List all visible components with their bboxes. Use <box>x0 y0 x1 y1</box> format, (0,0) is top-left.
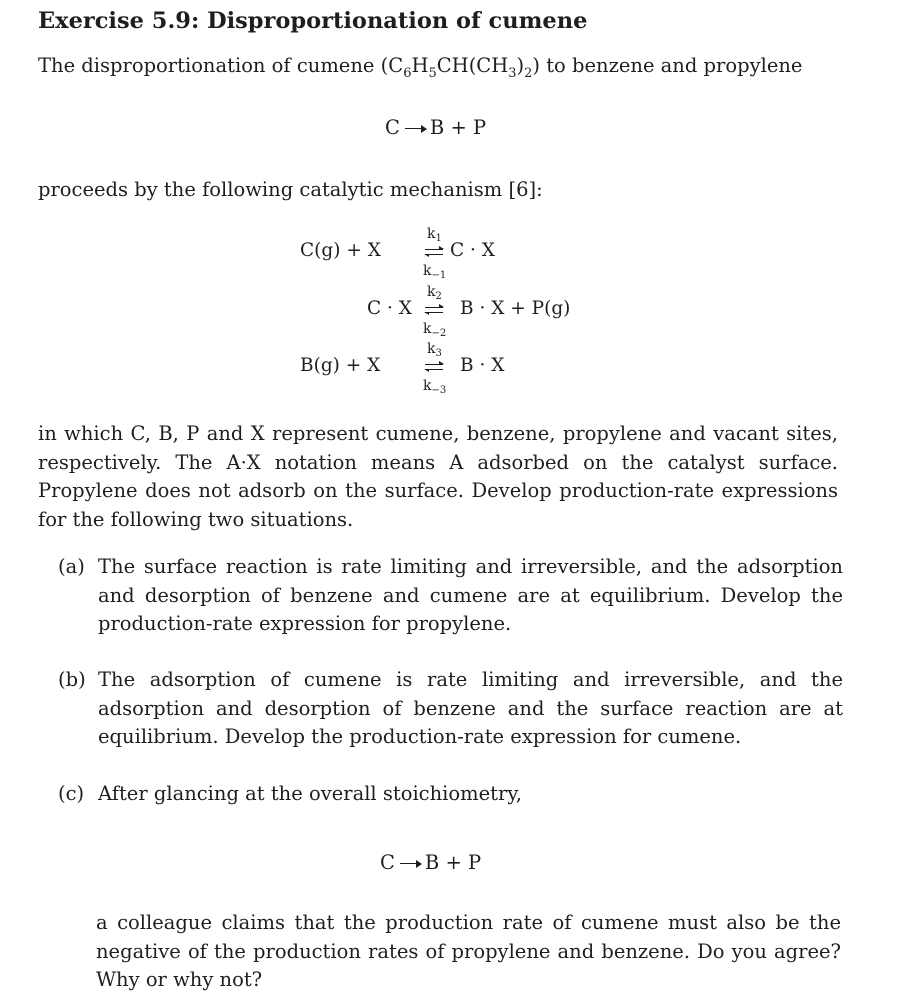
mech-step-3-kf: $k_3$ <box>427 341 442 359</box>
reaction-lhs: C <box>385 116 400 139</box>
intro-text: H <box>411 54 429 77</box>
reaction-arrow-icon <box>405 128 425 130</box>
intro-text: ) <box>516 54 525 77</box>
exercise-title: Exercise 5.9: Disproportionation of cumene <box>38 8 588 34</box>
mech-step-2-kr: $k_{-2}$ <box>423 321 447 339</box>
item-text: The surface reaction is rate limiting and irreversible, and the adsorption and desorption of benzene and cumene are at equilibrium. Develop the production-rate expression for propylene. <box>98 555 843 636</box>
reaction-arrow-icon <box>400 863 420 865</box>
item-label: (c) <box>58 782 85 805</box>
overall-reaction <box>385 116 486 139</box>
mech-step-1-kr: $k_{-1}$ <box>423 263 447 281</box>
intro-paragraph <box>38 52 802 84</box>
mech-step-3-kr: $k_{-3}$ <box>423 378 447 396</box>
mech-step-3-rhs: B · X <box>460 355 505 376</box>
list-item <box>58 553 843 639</box>
equilibrium-arrow-icon <box>425 362 443 372</box>
overall-reaction-repeat <box>380 851 481 874</box>
mech-step-2-kf: $k_2$ <box>427 284 442 302</box>
intro-text-post: ) to benzene and propylene <box>532 54 803 77</box>
reaction-lhs: C <box>380 851 395 874</box>
equilibrium-arrow-icon <box>425 247 443 257</box>
intro-text-pre: The disproportionation of cumene (C <box>38 54 404 77</box>
mech-step-2-lhs: C · X <box>367 298 412 319</box>
mech-step-1-kf: $k_1$ <box>427 226 442 244</box>
reaction-rhs: B + P <box>424 851 482 874</box>
mech-step-1-lhs: C(g) + X <box>300 240 381 261</box>
subscript: 6 <box>403 66 412 81</box>
mechanism-intro: proceeds by the following catalytic mechanism [6]: <box>38 178 543 201</box>
item-text: The adsorption of cumene is rate limiting and irreversible, and the adsorption and desorption of benzene and the surface reaction are at equilibrium. Develop the production-rate expression for cumene. <box>98 668 843 749</box>
subscript: 2 <box>524 66 533 81</box>
reaction-rhs: B + P <box>429 116 487 139</box>
description-paragraph: in which C, B, P and X represent cumene, benzene, propylene and vacant sites, respectively. The A·X notation means A adsorbed on the catalyst surface. Propylene does not adsorb on the surface. Develop production-rate expressions for the following two situations. <box>38 422 838 532</box>
subscript: 5 <box>428 66 437 81</box>
subscript: 3 <box>508 66 517 81</box>
mech-step-2-rhs: B · X + P(g) <box>460 298 571 319</box>
intro-text: CH(CH <box>436 54 509 77</box>
item-label: (a) <box>58 555 85 578</box>
list-item <box>58 780 843 809</box>
item-text: After glancing at the overall stoichiometry, <box>98 782 522 805</box>
mech-step-3-lhs: B(g) + X <box>300 355 381 376</box>
list-item <box>58 666 843 752</box>
item-label: (b) <box>58 668 86 691</box>
closing-paragraph: a colleague claims that the production rate of cumene must also be the negative of the production rates of propylene and benzene. Do you agree? Why or why not? <box>96 911 841 992</box>
equilibrium-arrow-icon <box>425 305 443 315</box>
mech-step-1-rhs: C · X <box>450 240 495 261</box>
